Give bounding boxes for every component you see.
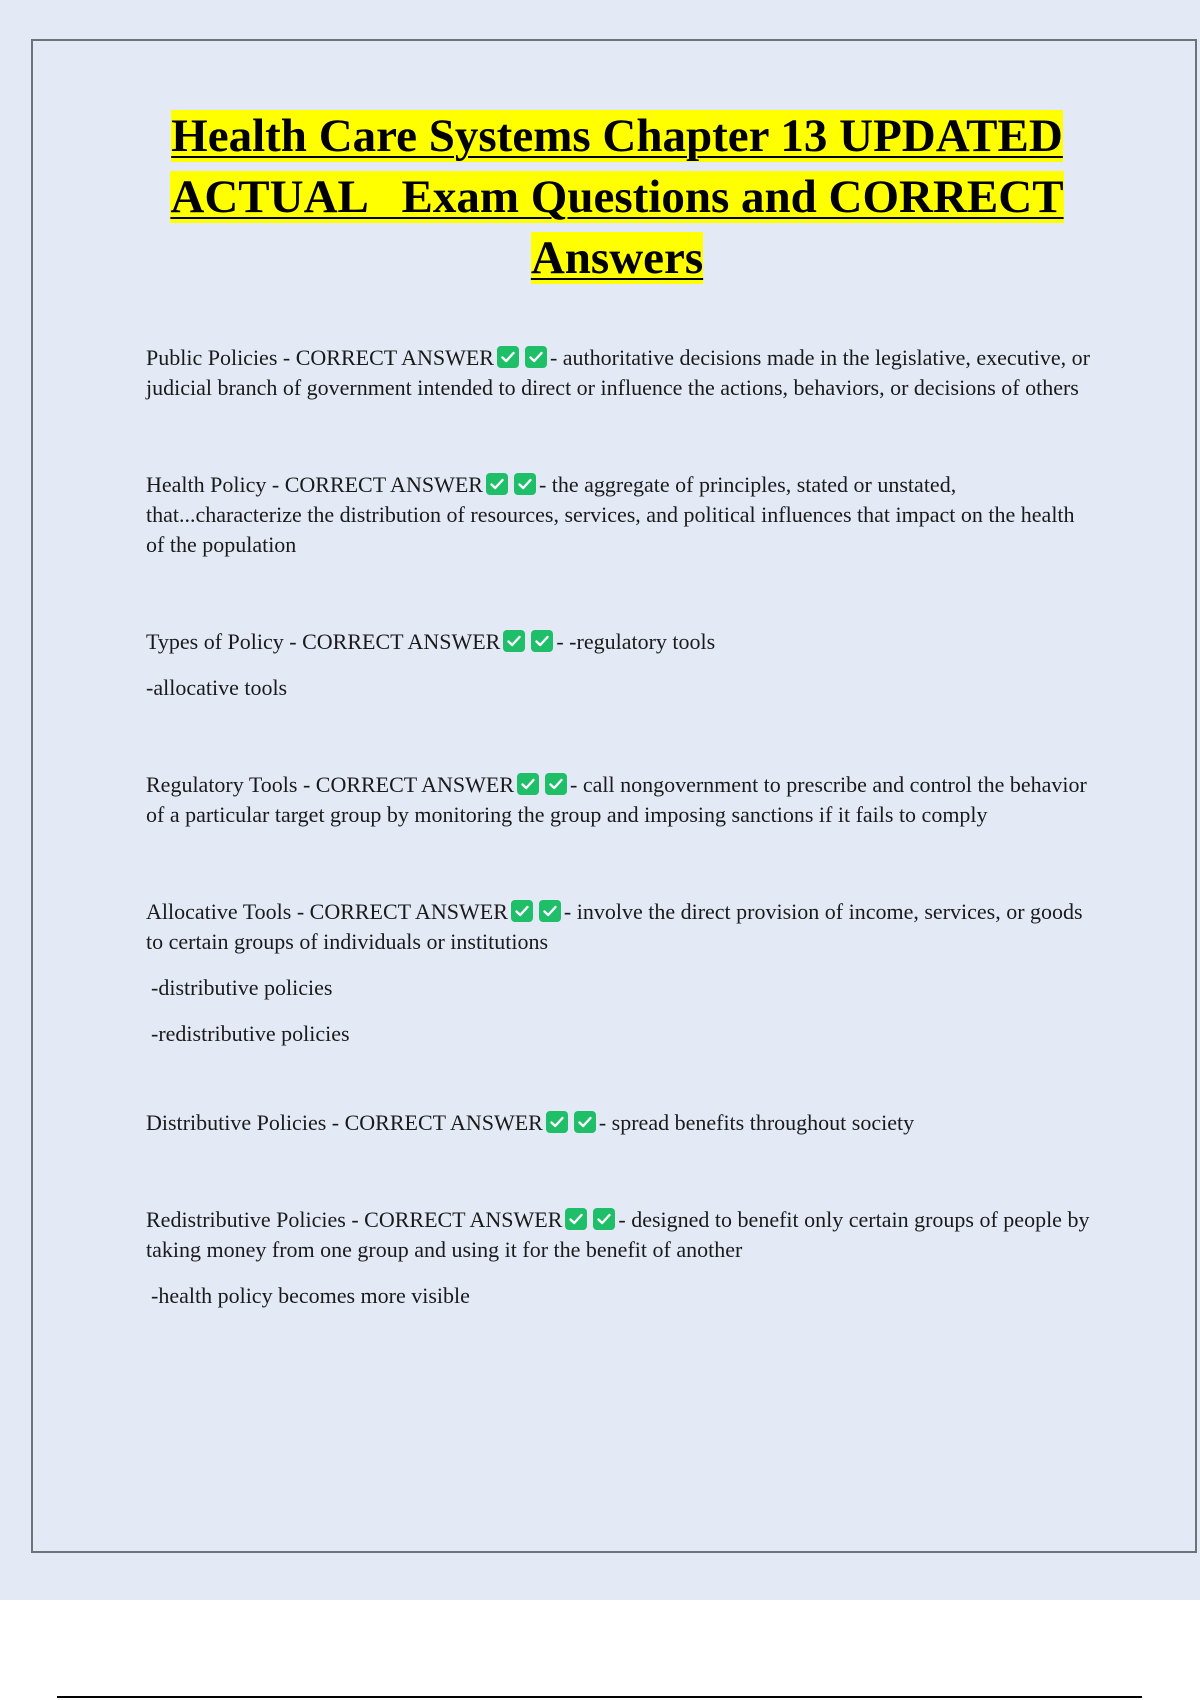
check-mark-icon — [593, 1208, 615, 1230]
check-mark-icon — [486, 473, 508, 495]
qa-answer: - involve the direct provision of income, services, or goods to certain groups of individuals or institutions — [146, 899, 1083, 954]
check-mark-icon — [539, 900, 561, 922]
qa-term: Distributive Policies — [146, 1110, 327, 1135]
qa-entry-text: Public Policies - CORRECT ANSWER - authoritative decisions made in the legislative, executive, or judicial branch of government intended to direct or influence the actions, behaviors, or decisions of others — [146, 345, 1091, 400]
qa-answer: - authoritative decisions made in the legislative, executive, or judicial branch of government intended to direct or influence the actions, behaviors, or decisions of others — [146, 345, 1091, 400]
check-mark-icon — [525, 346, 547, 368]
qa-entry — [146, 627, 1096, 703]
qa-entry — [146, 343, 1096, 403]
check-mark-icon — [514, 473, 536, 495]
qa-entry-text: Distributive Policies - CORRECT ANSWER - spread benefits throughout society — [146, 1110, 915, 1135]
qa-extra-line: -health policy becomes more visible — [151, 1283, 470, 1308]
correct-answer-label: CORRECT ANSWER — [302, 629, 501, 654]
qa-term: Allocative Tools — [146, 899, 292, 924]
qa-entry — [146, 770, 1096, 830]
qa-entries — [146, 343, 1096, 1311]
document-title — [100, 106, 1134, 289]
check-mark-icon — [574, 1111, 596, 1133]
qa-answer: - call nongovernment to prescribe and control the behavior of a particular target group by monitoring the group and imposing sanctions if it fails to comply — [146, 772, 1087, 827]
title-line-3-text: Answers — [530, 232, 704, 284]
qa-term: Types of Policy — [146, 629, 284, 654]
qa-entry-text: Types of Policy - CORRECT ANSWER - -regulatory tools — [146, 629, 716, 654]
qa-term: Regulatory Tools — [146, 772, 298, 797]
footer-rule — [57, 1696, 1142, 1698]
qa-entry — [146, 897, 1096, 1049]
qa-entry-text: Health Policy - CORRECT ANSWER - the aggregate of principles, stated or unstated, that...characterize the distribution of resources, services, and political influences that impact on the health of the population — [146, 472, 1075, 557]
check-mark-icon — [517, 773, 539, 795]
correct-answer-label: CORRECT ANSWER — [344, 1110, 543, 1135]
qa-answer: - -regulatory tools — [556, 629, 716, 654]
check-mark-icon — [497, 346, 519, 368]
qa-term: Public Policies — [146, 345, 278, 370]
title-line-2-text: ACTUAL Exam Questions and CORRECT — [170, 171, 1064, 223]
title-line-2 — [100, 167, 1134, 228]
qa-term: Health Policy — [146, 472, 267, 497]
qa-answer: - spread benefits throughout society — [598, 1110, 915, 1135]
qa-term: Redistributive Policies — [146, 1207, 346, 1232]
qa-answer: - designed to benefit only certain groups of people by taking money from one group and using it for the benefit of another — [146, 1207, 1090, 1262]
qa-entry — [146, 470, 1096, 560]
check-mark-icon — [503, 630, 525, 652]
qa-extra-line: -distributive policies — [151, 975, 333, 1000]
check-mark-icon — [511, 900, 533, 922]
check-mark-icon — [565, 1208, 587, 1230]
qa-extra-line: -allocative tools — [146, 675, 288, 700]
title-line-1 — [100, 106, 1134, 167]
check-mark-icon — [546, 1111, 568, 1133]
check-mark-icon — [531, 630, 553, 652]
correct-answer-label: CORRECT ANSWER — [309, 899, 508, 924]
qa-extra-line: -redistributive policies — [151, 1021, 350, 1046]
qa-entry-text: Redistributive Policies - CORRECT ANSWER - designed to benefit only certain groups of people by taking money from one group and using it for the benefit of another — [146, 1207, 1090, 1262]
qa-entry-text: Regulatory Tools - CORRECT ANSWER - call nongovernment to prescribe and control the behavior of a particular target group by monitoring the group and imposing sanctions if it fails to comply — [146, 772, 1087, 827]
check-mark-icon — [545, 773, 567, 795]
qa-entry — [146, 1108, 1096, 1138]
qa-entry-text: Allocative Tools - CORRECT ANSWER - involve the direct provision of income, services, or goods to certain groups of individuals or institutions — [146, 899, 1083, 954]
correct-answer-label: CORRECT ANSWER — [295, 345, 494, 370]
title-line-3 — [100, 228, 1134, 289]
qa-entry — [146, 1205, 1096, 1311]
correct-answer-label: CORRECT ANSWER — [315, 772, 515, 797]
correct-answer-label: CORRECT ANSWER — [364, 1207, 563, 1232]
correct-answer-label: CORRECT ANSWER — [284, 472, 483, 497]
title-line-1-text: Health Care Systems Chapter 13 UPDATED — [171, 110, 1063, 162]
qa-answer: - the aggregate of principles, stated or unstated, that...characterize the distribution of resources, services, and political influences that impact on the health of the population — [146, 472, 1075, 557]
